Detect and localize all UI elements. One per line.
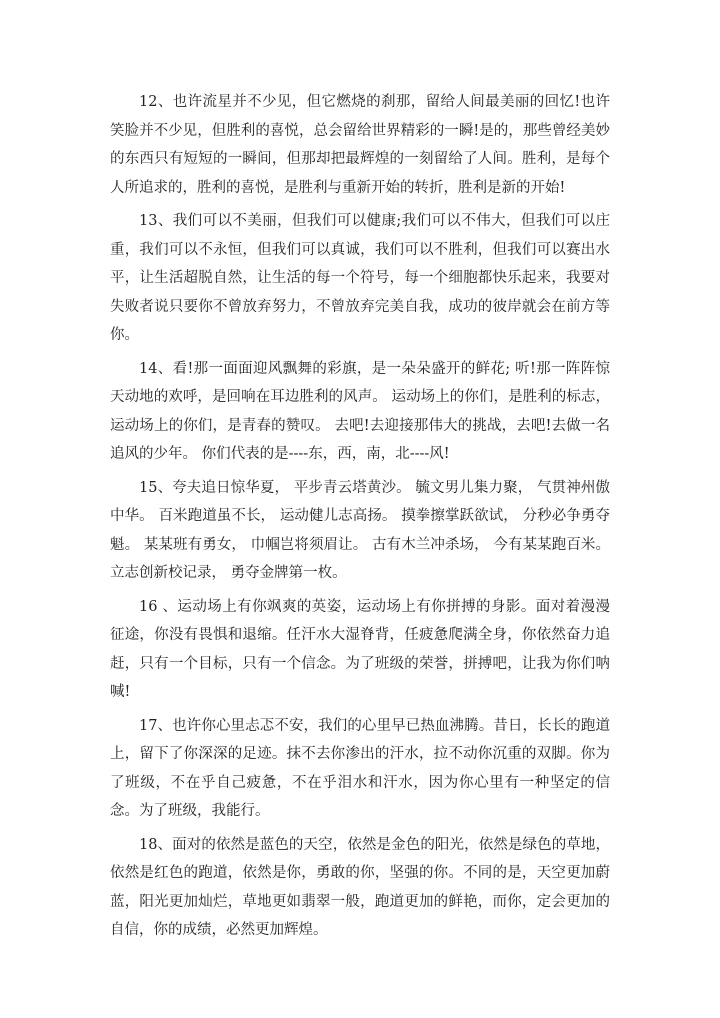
paragraph-17: 17、也许你心里忐忑不安，我们的心里早已热血沸腾。昔日，长长的跑道上，留下了你深深的足迹。抹不去你渗出的汗水，拉不动你沉重的双脚。你为了班级，不在乎自己疲惫，不在乎泪水和汗水，因为你心里有一种坚定的信念。为了班级，我能行。: [110, 717, 610, 819]
paragraph-18: 18、面对的依然是蓝色的天空，依然是金色的阳光，依然是绿色的草地，依然是红色的跑道，依然是你，勇敢的你，坚强的你。不同的是，天空更加蔚蓝，阳光更加灿烂，草地更如翡翠一般，跑道更加的鲜艳，而你，定会更加的自信，你的成绩，必然更加辉煌。: [110, 836, 610, 938]
paragraph-16: 16 、运动场上有你飒爽的英姿，运动场上有你拼搏的身影。面对着漫漫征途，你没有畏惧和退缩。任汗水大湿脊背，任疲惫爬满全身，你依然奋力追赶，只有一个目标，只有一个信念。为了班级的荣誉，拼搏吧，让我为你们呐喊!: [110, 598, 610, 700]
document-body: [110, 88, 610, 950]
paragraph-15: 15、夸夫追日惊华夏， 平步青云塔黄沙。 毓文男儿集力聚， 气贯神州傲中华。 百米跑道虽不长， 运动健儿志高扬。 摸拳擦掌跃欲试， 分秒必争勇夺魁。 某某班有勇女， 巾帼岂将须眉让。 古有木兰冲杀场， 今有某某跑百米。 立志创新校记录， 勇夺金牌第一枚。: [110, 479, 610, 581]
paragraph-14: 14、看!那一面面迎风飘舞的彩旗，是一朵朵盛开的鲜花; 听!那一阵阵惊天动地的欢呼，是回响在耳边胜利的风声。 运动场上的你们，是胜利的标志，运动场上的你们，是青春的赞叹。 去吧!去迎接那伟大的挑战，去吧!去做一名追风的少年。 你们代表的是----东，西，南，北----风!: [110, 360, 610, 462]
paragraph-13: 13、我们可以不美丽，但我们可以健康;我们可以不伟大，但我们可以庄重，我们可以不永恒，但我们可以真诚，我们可以不胜利，但我们可以赛出水平，让生活超脱自然，让生活的每一个符号，每一个细胞都快乐起来，我要对失败者说只要你不曾放弃努力，不曾放弃完美自我，成功的彼岸就会在前方等你。: [110, 213, 610, 343]
paragraph-12: 12、也许流星并不少见，但它燃烧的刹那，留给人间最美丽的回忆!也许笑脸并不少见，但胜利的喜悦，总会留给世界精彩的一瞬!是的，那些曾经美妙的东西只有短短的一瞬间，但那却把最辉煌的一刻留给了人间。胜利，是每个人所追求的，胜利的喜悦，是胜利与重新开始的转折，胜利是新的开始!: [110, 94, 610, 196]
